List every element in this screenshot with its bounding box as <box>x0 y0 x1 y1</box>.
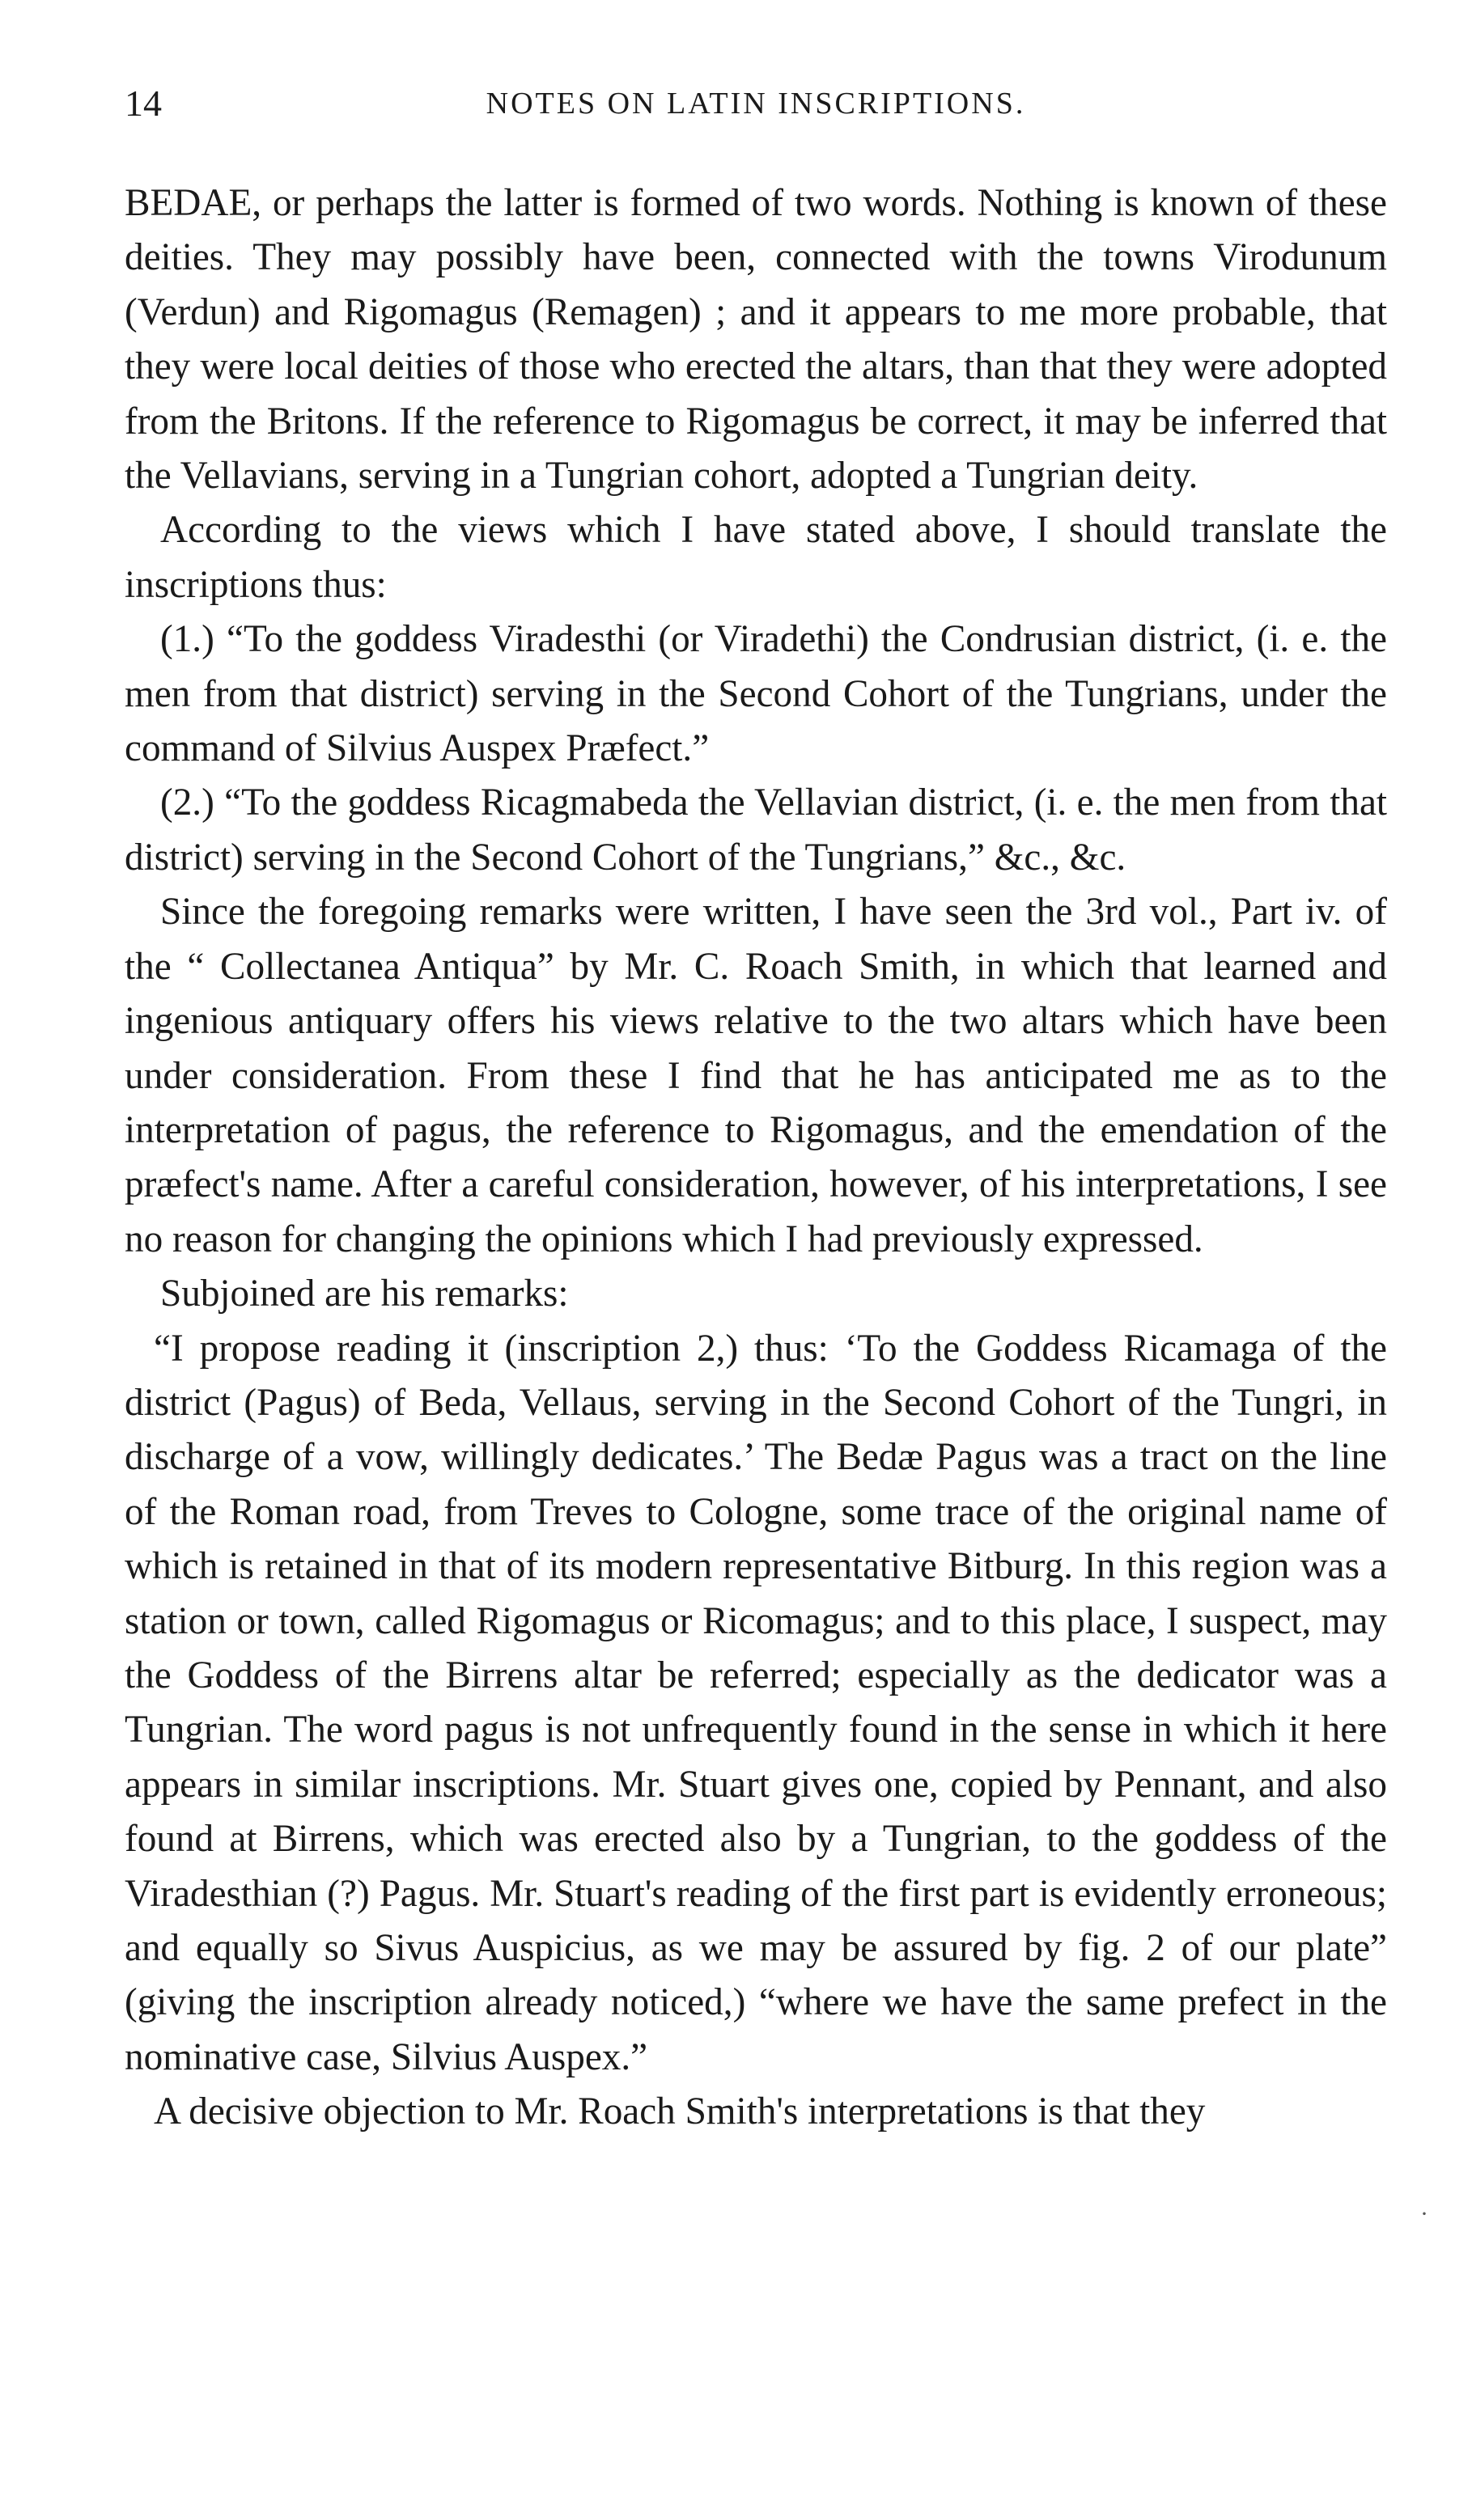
page-number: 14 <box>125 83 162 124</box>
running-head <box>125 79 1387 128</box>
paragraph-deities: BEDAE, or perhaps the latter is formed of two words. Nothing is known of these deities. They may possibly have been, connected with the towns Virodunum (Verdun) and Rigomagus (Remagen) ; and it appears to me more probable, that they were local deities of those who erected the altars, than that they were adopted from the Britons. If the reference to Rigomagus be correct, it may be inferred that the Vellavians, serving in a Tungrian cohort, adopted a Tungrian deity. <box>125 182 1387 498</box>
paragraph-translation-2: (2.) “To the goddess Ricagmabeda the Vellavian district, (i. e. the men from that district) serving in the Second Cohort of the Tungrians,” &c., &c. <box>125 781 1387 879</box>
book-page <box>125 79 1387 2474</box>
margin-mark: · <box>1420 2200 1428 2227</box>
paragraph-objection: A decisive objection to Mr. Roach Smith's interpretations is that they <box>154 2090 1206 2133</box>
body-text <box>125 176 1387 2140</box>
paragraph-remarks-intro: Subjoined are his remarks: <box>160 1273 569 1315</box>
paragraph-roach-smith: Since the foregoing remarks were written, I have seen the 3rd vol., Part iv. of the “ Collectanea Antiqua” by Mr. C. Roach Smith, in which that learned and ingenious antiquary offers his views relative to the two altars which have been under consideration. From these I find that he has anticipated me as to the interpretation of pagus, the reference to Rigomagus, and the emendation of the præfect's name. After a careful consideration, however, of his interpretations, I see no reason for changing the opinions which I had previously expressed. <box>125 891 1387 1260</box>
running-title: NOTES ON LATIN INSCRIPTIONS. <box>486 87 1026 121</box>
paragraph-translation-1: (1.) “To the goddess Viradesthi (or Viradethi) the Condrusian district, (i. e. the men from that district) serving in the Second Cohort of the Tungrians, under the command of Silvius Auspex Præfect.” <box>125 618 1387 770</box>
paragraph-translation-intro: According to the views which I have stated above, I should translate the inscriptions thus: <box>125 509 1387 606</box>
paragraph-quotation: “I propose reading it (inscription 2,) thus: ‘To the Goddess Ricamaga of the district (Pagus) of Beda, Vellaus, serving in the Second Cohort of the Tungri, in discharge of a vow, willingly dedicates.’ The Bedæ Pagus was a tract on the line of the Roman road, from Treves to Cologne, some trace of the original name of which is retained in that of its modern representative Bitburg. In this region was a station or town, called Rigomagus or Ricomagus; and to this place, I suspect, may the Goddess of the Birrens altar be referred; especially as the dedicator was a Tungrian. The word pagus is not unfrequently found in the sense in which it here appears in similar inscriptions. Mr. Stuart gives one, copied by Pennant, and also found at Birrens, which was erected also by a Tungrian, to the goddess of the Viradesthian (?) Pagus. Mr. Stuart's reading of the first part is evidently erroneous; and equally so Sivus Auspicius, as we may be assured by fig. 2 of our plate” (giving the inscription already noticed,) “where we have the same prefect in the nominative case, Silvius Auspex.” <box>125 1327 1387 2078</box>
